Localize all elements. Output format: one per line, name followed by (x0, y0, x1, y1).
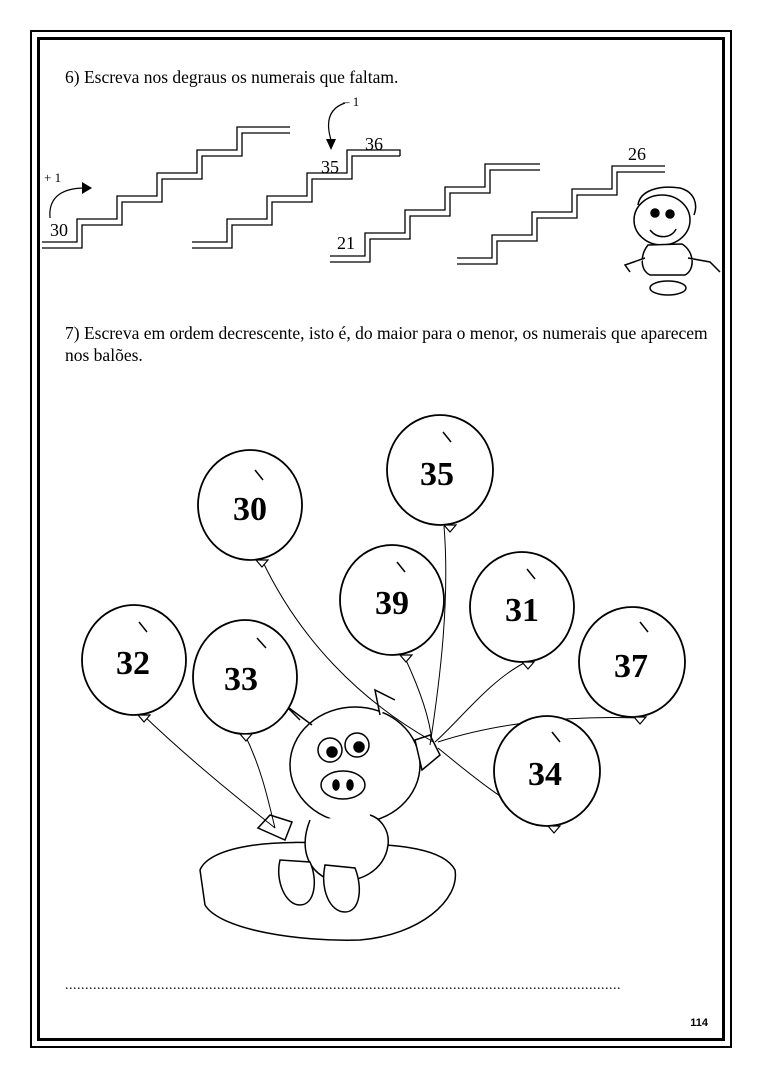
staircase-1 (42, 127, 290, 248)
balloon-31-number: 31 (505, 592, 539, 629)
arrow-head-icon (326, 139, 336, 150)
balloon-35-number: 35 (420, 456, 454, 493)
balloon-35 (387, 415, 493, 532)
stair-2-number-36: 36 (365, 134, 383, 154)
balloon-39 (340, 545, 444, 662)
balloon-30-number: 30 (233, 491, 267, 528)
stair-4-number-26: 26 (628, 144, 646, 164)
balloon-31 (470, 552, 574, 669)
answer-line[interactable]: ........................................................................................................................................... (65, 978, 621, 992)
balloon-39-number: 39 (375, 585, 409, 622)
page-number: 114 (690, 1017, 708, 1029)
question-7-text: 7) Escreva em ordem decrescente, isto é, do maior para o menor, os numerais que aparecem nos balões. (65, 323, 708, 365)
balloon-37 (579, 607, 685, 724)
balloon-33 (193, 620, 297, 741)
balloon-30 (198, 450, 302, 567)
balloon-34-number: 34 (528, 756, 562, 793)
balloon-37-number: 37 (614, 648, 648, 685)
stair-2-number-35: 35 (321, 157, 339, 177)
stair-3-number-21: 21 (337, 233, 355, 253)
balloon-32-number: 32 (116, 645, 150, 682)
boy-character-illustration (625, 187, 720, 295)
question-6-text: 6) Escreva nos degraus os numerais que faltam. (65, 67, 399, 87)
staircase-3 (330, 164, 540, 262)
arrow-head-icon (82, 182, 92, 194)
plus-one-arrow (50, 188, 85, 218)
balloon-34 (494, 716, 600, 833)
plus-one-hint: + 1 (44, 170, 62, 185)
balloon-32 (82, 605, 186, 722)
balloon-33-number: 33 (224, 661, 258, 698)
stair-1-number-30: 30 (50, 220, 68, 240)
minus-one-hint: – 1 (343, 94, 360, 109)
